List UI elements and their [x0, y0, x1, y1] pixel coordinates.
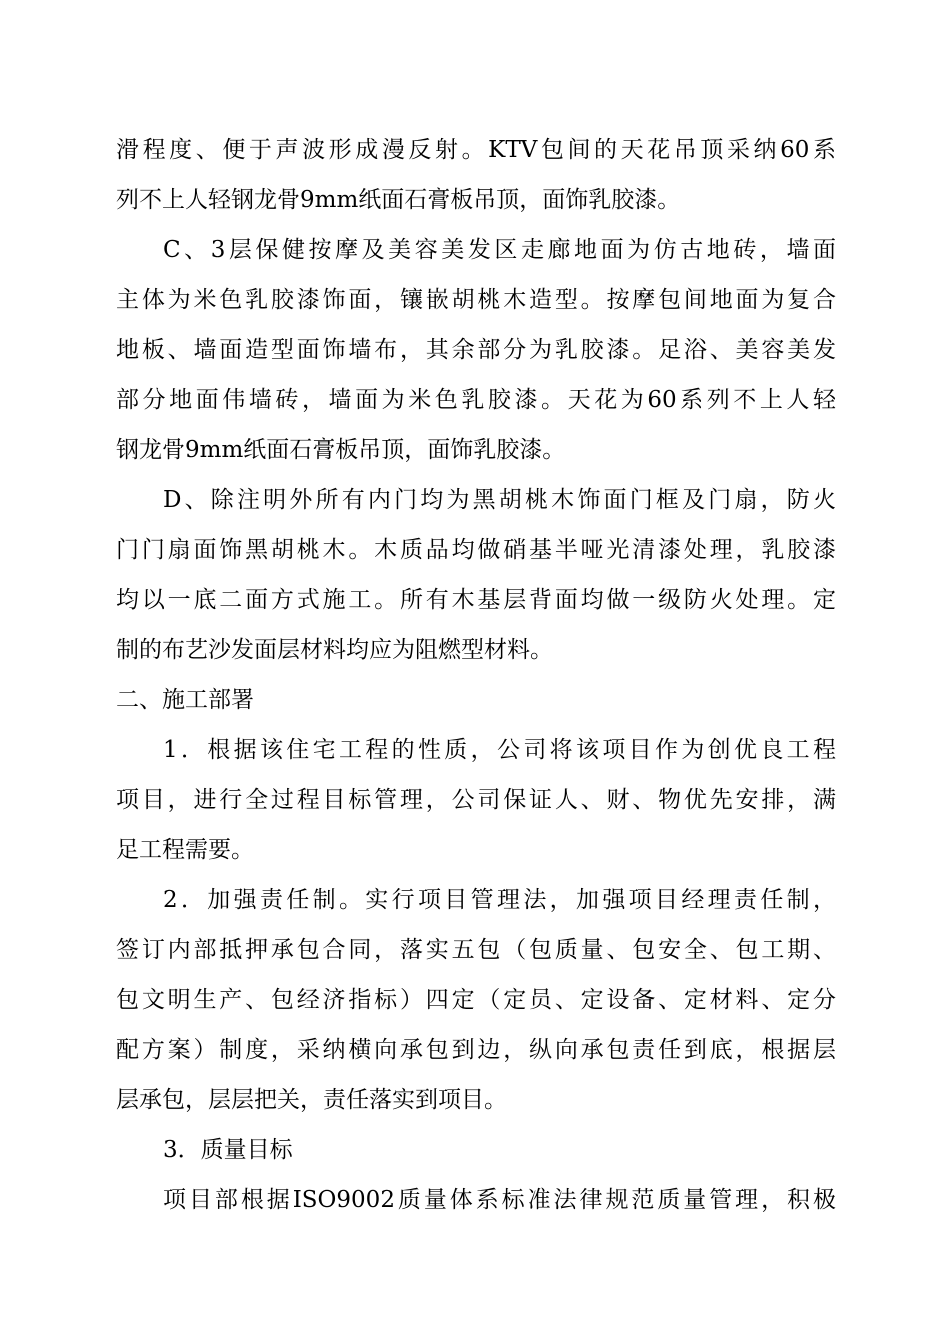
text-line: 门门扇面饰黑胡桃木。木质品均做硝基半哑光清漆处理，乳胶漆 — [116, 537, 836, 563]
text-line: 足工程需要。 — [116, 837, 254, 863]
text-line: 钢龙骨9mm纸面石膏板吊顶，面饰乳胶漆。 — [116, 437, 566, 463]
text-line: 项目，进行全过程目标管理，公司保证人、财、物优先安排，满 — [116, 787, 836, 813]
text-line: 列不上人轻钢龙骨9mm纸面石膏板吊顶，面饰乳胶漆。 — [116, 187, 681, 213]
text-line: 滑程度、便于声波形成漫反射。KTV包间的天花吊顶采纳60系 — [116, 137, 836, 163]
text-line: 均以一底二面方式施工。所有木基层背面均做一级防火处理。定 — [116, 587, 836, 613]
text-line: 制的布艺沙发面层材料均应为阻燃型材料。 — [116, 637, 553, 663]
text-line: 地板、墙面造型面饰墙布，其余部分为乳胶漆。足浴、美容美发 — [116, 337, 836, 363]
text-line: 配方案）制度，采纳横向承包到边，纵向承包责任到底，根据层 — [116, 1037, 836, 1063]
text-line: 主体为米色乳胶漆饰面，镶嵌胡桃木造型。按摩包间地面为复合 — [116, 287, 836, 313]
text-line: 部分地面伟墙砖，墙面为米色乳胶漆。天花为60系列不上人轻 — [116, 387, 836, 413]
subsection-heading: 3．质量目标 — [163, 1137, 293, 1163]
text-line: 层承包，层层把关，责任落实到项目。 — [116, 1087, 507, 1113]
text-line: 1．根据该住宅工程的性质，公司将该项目作为创优良工程 — [163, 737, 836, 763]
text-line: 2．加强责任制。实行项目管理法，加强项目经理责任制， — [163, 887, 836, 913]
section-heading: 二、施工部署 — [116, 687, 254, 713]
text-line: 项目部根据ISO9002质量体系标准法律规范质量管理，积极 — [163, 1187, 836, 1213]
text-line: 包文明生产、包经济指标）四定（定员、定设备、定材料、定分 — [116, 987, 836, 1013]
text-line: 签订内部抵押承包合同，落实五包（包质量、包安全、包工期、 — [116, 937, 836, 963]
text-line: D、除注明外所有内门均为黑胡桃木饰面门框及门扇，防火 — [163, 487, 836, 513]
text-line: C、3层保健按摩及美容美发区走廊地面为仿古地砖，墙面 — [163, 237, 836, 263]
